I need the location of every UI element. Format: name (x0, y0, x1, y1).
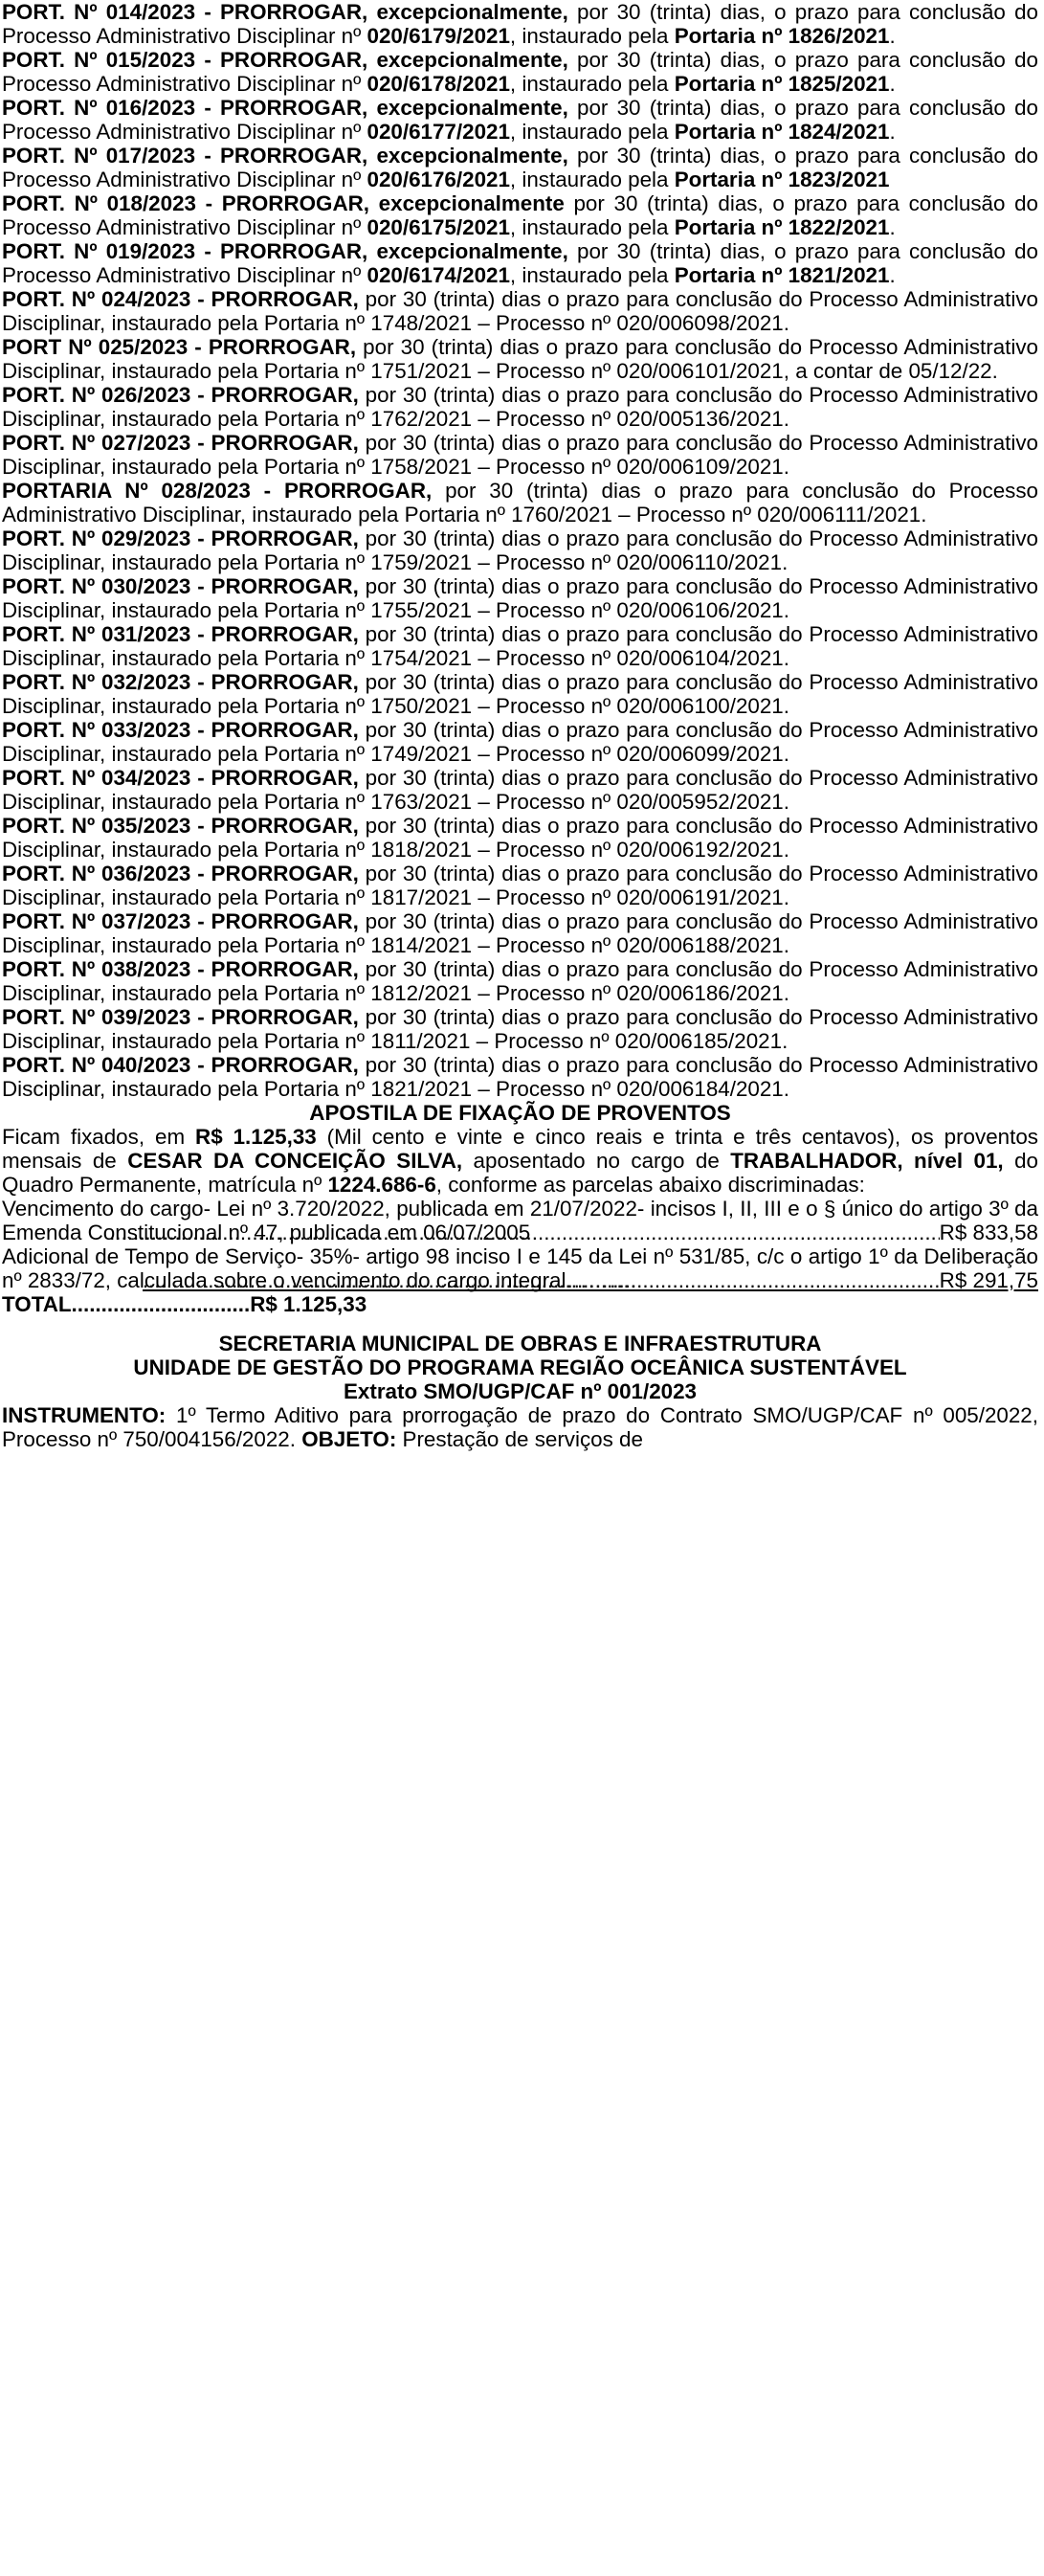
total-line: TOTAL..............................R$ 1.125,33 (2, 1292, 367, 1316)
adicional-value: R$ 291,75 (939, 1268, 1038, 1292)
portaria-item: PORT. Nº 015/2023 - PRORROGAR, excepcionalmente, por 30 (trinta) dias, o prazo para conclusão do Processo Administrativo Disciplinar nº 020/6178/2021, instaurado pela Portaria nº 1825/2021. (2, 48, 1038, 96)
portaria-item: PORT. Nº 040/2023 - PRORROGAR, por 30 (trinta) dias o prazo para conclusão do Processo Administrativo Disciplinar, instaurado pela Portaria nº 1821/2021 – Processo nº 020/006184/2021. (2, 1053, 1038, 1101)
portarias-prorrogacao (2, 287, 1038, 1101)
portaria-item: PORT. Nº 024/2023 - PRORROGAR, por 30 (trinta) dias o prazo para conclusão do Processo Administrativo Disciplinar, instaurado pela Portaria nº 1748/2021 – Processo nº 020/006098/2021. (2, 287, 1038, 335)
portaria-item: PORT. Nº 018/2023 - PRORROGAR, excepcionalmente por 30 (trinta) dias, o prazo para conclusão do Processo Administrativo Disciplinar nº 020/6175/2021, instaurado pela Portaria nº 1822/2021. (2, 191, 1038, 239)
portaria-item: PORT. Nº 031/2023 - PRORROGAR, por 30 (trinta) dias o prazo para conclusão do Processo Administrativo Disciplinar, instaurado pela Portaria nº 1754/2021 – Processo nº 020/006104/2021. (2, 622, 1038, 670)
portaria-item: PORT. Nº 019/2023 - PRORROGAR, excepcionalmente, por 30 (trinta) dias, o prazo para conclusão do Processo Administrativo Disciplinar nº 020/6174/2021, instaurado pela Portaria nº 1821/2021. (2, 239, 1038, 287)
portaria-item: PORT. Nº 038/2023 - PRORROGAR, por 30 (trinta) dias o prazo para conclusão do Processo Administrativo Disciplinar, instaurado pela Portaria nº 1812/2021 – Processo nº 020/006186/2021. (2, 957, 1038, 1005)
apostila-paragraph: Ficam fixados, em R$ 1.125,33 (Mil cento e vinte e cinco reais e trinta e três centavos), os proventos mensais de CESAR DA CONCEIÇÃO SILVA, aposentado no cargo de TRABALHADOR, nível 01, do Quadro Permanente, matrícula nº 1224.686-6, conforme as parcelas abaixo discriminadas: (2, 1125, 1038, 1197)
portaria-item: PORT. Nº 026/2023 - PRORROGAR, por 30 (trinta) dias o prazo para conclusão do Processo Administrativo Disciplinar, instaurado pela Portaria nº 1762/2021 – Processo nº 020/005136/2021. (2, 383, 1038, 431)
unidade-title: UNIDADE DE GESTÃO DO PROGRAMA REGIÃO OCEÂNICA SUSTENTÁVEL (133, 1355, 907, 1379)
portaria-item: PORT. Nº 029/2023 - PRORROGAR, por 30 (trinta) dias o prazo para conclusão do Processo Administrativo Disciplinar, instaurado pela Portaria nº 1759/2021 – Processo nº 020/006110/2021. (2, 526, 1038, 574)
portaria-item: PORT. Nº 032/2023 - PRORROGAR, por 30 (trinta) dias o prazo para conclusão do Processo Administrativo Disciplinar, instaurado pela Portaria nº 1750/2021 – Processo nº 020/006100/2021. (2, 670, 1038, 718)
adicional-leader (2, 1268, 1038, 1292)
vencimento-item: Vencimento do cargo- Lei nº 3.720/2022, publicada em 21/07/2022- incisos I, II, III e o § único do artigo 3º da Emenda Constitucional nº 47, publicada em 06/07/2005 (2, 1197, 1038, 1244)
portaria-item: PORT. Nº 016/2023 - PRORROGAR, excepcionalmente, por 30 (trinta) dias, o prazo para conclusão do Processo Administrativo Disciplinar nº 020/6177/2021, instaurado pela Portaria nº 1824/2021. (2, 96, 1038, 144)
extrato-title: Extrato SMO/UGP/CAF nº 001/2023 (343, 1379, 698, 1403)
apostila-title: APOSTILA DE FIXAÇÃO DE PROVENTOS (309, 1101, 731, 1125)
portaria-item: PORT. Nº 014/2023 - PRORROGAR, excepcionalmente, por 30 (trinta) dias, o prazo para conclusão do Processo Administrativo Disciplinar nº 020/6179/2021, instaurado pela Portaria nº 1826/2021. (2, 0, 1038, 48)
portaria-item: PORT. Nº 030/2023 - PRORROGAR, por 30 (trinta) dias o prazo para conclusão do Processo Administrativo Disciplinar, instaurado pela Portaria nº 1755/2021 – Processo nº 020/006106/2021. (2, 574, 1038, 622)
vencimento-leader (2, 1221, 1038, 1244)
portaria-item: PORT. Nº 036/2023 - PRORROGAR, por 30 (trinta) dias o prazo para conclusão do Processo Administrativo Disciplinar, instaurado pela Portaria nº 1817/2021 – Processo nº 020/006191/2021. (2, 862, 1038, 909)
portaria-item: PORT. Nº 027/2023 - PRORROGAR, por 30 (trinta) dias o prazo para conclusão do Processo Administrativo Disciplinar, instaurado pela Portaria nº 1758/2021 – Processo nº 020/006109/2021. (2, 431, 1038, 479)
portaria-item: PORT. Nº 035/2023 - PRORROGAR, por 30 (trinta) dias o prazo para conclusão do Processo Administrativo Disciplinar, instaurado pela Portaria nº 1818/2021 – Processo nº 020/006192/2021. (2, 814, 1038, 862)
portaria-item: PORTARIA Nº 028/2023 - PRORROGAR, por 30 (trinta) dias o prazo para conclusão do Processo Administrativo Disciplinar, instaurado pela Portaria nº 1760/2021 – Processo nº 020/006111/2021. (2, 479, 1038, 526)
instrumento-paragraph: INSTRUMENTO: 1º Termo Aditivo para prorrogação de prazo do Contrato SMO/UGP/CAF nº 005/2022, Processo nº 750/004156/2022. OBJETO: Prestação de serviços de (2, 1403, 1038, 1451)
adicional-item: Adicional de Tempo de Serviço- 35%- artigo 98 inciso I e 145 da Lei nº 531/85, c/c o artigo 1º da Deliberação nº 2833/72, calculada sobre o vencimento do cargo integral………. (2, 1244, 1038, 1292)
secretaria-title: SECRETARIA MUNICIPAL DE OBRAS E INFRAESTRUTURA (218, 1332, 822, 1355)
portaria-item: PORT. Nº 034/2023 - PRORROGAR, por 30 (trinta) dias o prazo para conclusão do Processo Administrativo Disciplinar, instaurado pela Portaria nº 1763/2021 – Processo nº 020/005952/2021. (2, 766, 1038, 814)
portaria-item: PORT. Nº 033/2023 - PRORROGAR, por 30 (trinta) dias o prazo para conclusão do Processo Administrativo Disciplinar, instaurado pela Portaria nº 1749/2021 – Processo nº 020/006099/2021. (2, 718, 1038, 766)
portarias-excepcionais (2, 0, 1038, 287)
portaria-item: PORT. Nº 039/2023 - PRORROGAR, por 30 (trinta) dias o prazo para conclusão do Processo Administrativo Disciplinar, instaurado pela Portaria nº 1811/2021 – Processo nº 020/006185/2021. (2, 1005, 1038, 1053)
portaria-item: PORT. Nº 017/2023 - PRORROGAR, excepcionalmente, por 30 (trinta) dias, o prazo para conclusão do Processo Administrativo Disciplinar nº 020/6176/2021, instaurado pela Portaria nº 1823/2021 (2, 144, 1038, 191)
vencimento-value: R$ 833,58 (939, 1221, 1038, 1244)
portaria-item: PORT Nº 025/2023 - PRORROGAR, por 30 (trinta) dias o prazo para conclusão do Processo Administrativo Disciplinar, instaurado pela Portaria nº 1751/2021 – Processo nº 020/006101/2021, a contar de 05/12/22. (2, 335, 1038, 383)
portaria-item: PORT. Nº 037/2023 - PRORROGAR, por 30 (trinta) dias o prazo para conclusão do Processo Administrativo Disciplinar, instaurado pela Portaria nº 1814/2021 – Processo nº 020/006188/2021. (2, 909, 1038, 957)
